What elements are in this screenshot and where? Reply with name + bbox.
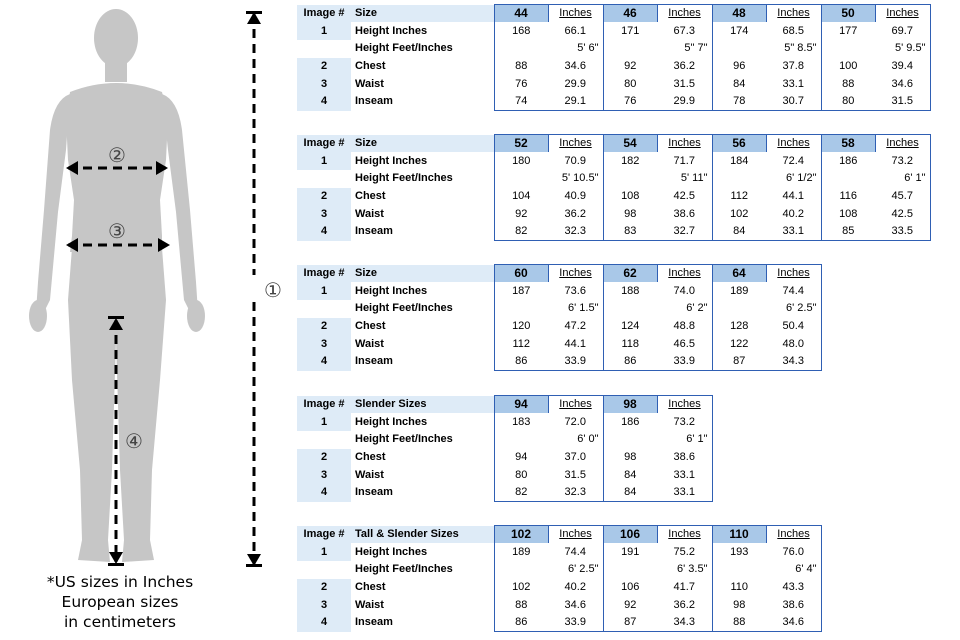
measure-label: Chest <box>355 580 386 593</box>
measure-label: Height Feet/Inches <box>355 172 453 185</box>
blank-cell <box>603 40 657 58</box>
measure-label: Chest <box>355 59 386 72</box>
measure-label: Height Inches <box>355 24 428 37</box>
inch-value: 47.2 <box>548 318 603 336</box>
inch-value: 74.0 <box>657 282 712 300</box>
feet-inches-value: 5' 9.5" <box>875 40 930 58</box>
size-header: 60 <box>494 265 548 283</box>
blank-cell <box>603 170 657 188</box>
image-number: 2 <box>297 58 351 76</box>
table-row <box>297 335 821 353</box>
header-image-number: Image # <box>297 5 351 23</box>
measure-label: Waist <box>355 468 384 481</box>
table-row <box>297 40 930 58</box>
cm-value: 76 <box>603 93 657 111</box>
measure-label: Inseam <box>355 486 393 499</box>
measure-label: Height Inches <box>355 284 428 297</box>
inch-value: 44.1 <box>548 335 603 353</box>
table-row <box>297 300 821 318</box>
inch-value: 32.7 <box>657 223 712 241</box>
feet-inches-value: 6' 1" <box>657 431 712 449</box>
image-number: 3 <box>297 335 351 353</box>
inch-value: 42.5 <box>875 205 930 223</box>
cm-value: 112 <box>494 335 548 353</box>
table-row <box>297 579 821 597</box>
table-row <box>297 93 930 111</box>
inch-value: 34.3 <box>657 614 712 632</box>
inch-value: 48.8 <box>657 318 712 336</box>
inch-value: 30.7 <box>766 93 821 111</box>
cm-value: 106 <box>603 579 657 597</box>
measure-label: Height Inches <box>355 545 428 558</box>
cm-value: 84 <box>712 75 766 93</box>
header-size-label: Tall & Slender Sizes <box>351 526 494 544</box>
table-row <box>297 431 712 449</box>
size-header: 54 <box>603 135 657 153</box>
inch-value: 37.0 <box>548 449 603 467</box>
cm-value: 88 <box>494 58 548 76</box>
image-number <box>297 170 351 188</box>
feet-inches-value: 5" 7" <box>657 40 712 58</box>
inches-header: Inches <box>657 5 712 23</box>
cm-value: 92 <box>603 596 657 614</box>
image-number: 3 <box>297 205 351 223</box>
cm-value: 124 <box>603 318 657 336</box>
inch-value: 72.4 <box>766 152 821 170</box>
image-number: 1 <box>297 282 351 300</box>
feet-inches-value: 6' 1.5" <box>548 300 603 318</box>
cm-value: 84 <box>603 484 657 502</box>
image-number: 2 <box>297 579 351 597</box>
cm-value: 84 <box>603 466 657 484</box>
size-table <box>297 264 822 371</box>
table-row <box>297 449 712 467</box>
table-row <box>297 413 712 431</box>
cm-value: 191 <box>603 543 657 561</box>
cm-value: 86 <box>494 614 548 632</box>
measure-label: Inseam <box>355 616 393 629</box>
image-number: 1 <box>297 22 351 40</box>
inches-header: Inches <box>657 135 712 153</box>
inches-header: Inches <box>548 135 603 153</box>
inch-value: 72.0 <box>548 413 603 431</box>
table-row <box>297 484 712 502</box>
cm-value: 74 <box>494 93 548 111</box>
inch-value: 33.9 <box>548 353 603 371</box>
inch-value: 46.5 <box>657 335 712 353</box>
inches-header: Inches <box>548 526 603 544</box>
cm-value: 122 <box>712 335 766 353</box>
header-size-label: Size <box>351 5 494 23</box>
feet-inches-value: 5' 10.5" <box>548 170 603 188</box>
table-row <box>297 561 821 579</box>
cm-value: 88 <box>821 75 875 93</box>
inch-value: 36.2 <box>657 596 712 614</box>
measure-label: Waist <box>355 598 384 611</box>
size-table <box>297 395 713 502</box>
feet-inches-value: 5' 11" <box>657 170 712 188</box>
cm-value: 82 <box>494 484 548 502</box>
cm-value: 86 <box>494 353 548 371</box>
table-header-row <box>297 396 712 414</box>
size-header: 56 <box>712 135 766 153</box>
measure-label: Waist <box>355 337 384 350</box>
cm-value: 102 <box>494 579 548 597</box>
blank-cell <box>712 300 766 318</box>
cm-value: 87 <box>603 614 657 632</box>
inches-header: Inches <box>875 135 930 153</box>
blank-cell <box>821 40 875 58</box>
feet-inches-value: 6' 2.5" <box>766 300 821 318</box>
table-header-row <box>297 135 930 153</box>
image-number <box>297 431 351 449</box>
cm-value: 186 <box>603 413 657 431</box>
image-number: 1 <box>297 543 351 561</box>
cm-value: 128 <box>712 318 766 336</box>
inch-value: 29.1 <box>548 93 603 111</box>
measure-label: Height Feet/Inches <box>355 563 453 576</box>
cm-value: 85 <box>821 223 875 241</box>
size-header: 50 <box>821 5 875 23</box>
cm-value: 182 <box>603 152 657 170</box>
image-number: 4 <box>297 93 351 111</box>
cm-value: 116 <box>821 188 875 206</box>
note-line-2: European sizes <box>61 593 179 611</box>
note-line-3: in centimeters <box>63 613 177 631</box>
cm-value: 171 <box>603 22 657 40</box>
table-header-row <box>297 526 821 544</box>
image-number: 2 <box>297 449 351 467</box>
measure-label: Waist <box>355 207 384 220</box>
measure-label: Height Feet/Inches <box>355 42 453 55</box>
inch-value: 38.6 <box>657 449 712 467</box>
inch-value: 68.5 <box>766 22 821 40</box>
cm-value: 80 <box>821 93 875 111</box>
image-number: 4 <box>297 223 351 241</box>
cm-value: 94 <box>494 449 548 467</box>
cm-value: 108 <box>821 205 875 223</box>
cm-value: 168 <box>494 22 548 40</box>
inch-value: 38.6 <box>657 205 712 223</box>
image-number: 4 <box>297 353 351 371</box>
cm-value: 102 <box>712 205 766 223</box>
blank-cell <box>712 40 766 58</box>
inches-header: Inches <box>766 135 821 153</box>
cm-value: 87 <box>712 353 766 371</box>
cm-value: 189 <box>494 543 548 561</box>
table-row <box>297 170 930 188</box>
table-row <box>297 353 821 371</box>
image-number: 4 <box>297 614 351 632</box>
inch-value: 34.6 <box>875 75 930 93</box>
feet-inches-value: 6' 1/2" <box>766 170 821 188</box>
cm-value: 188 <box>603 282 657 300</box>
table-row <box>297 614 821 632</box>
image-number: 2 <box>297 318 351 336</box>
cm-value: 180 <box>494 152 548 170</box>
size-header: 62 <box>603 265 657 283</box>
inch-value: 50.4 <box>766 318 821 336</box>
inch-value: 76.0 <box>766 543 821 561</box>
cm-value: 98 <box>603 449 657 467</box>
inch-value: 73.6 <box>548 282 603 300</box>
inches-header: Inches <box>766 5 821 23</box>
inch-value: 44.1 <box>766 188 821 206</box>
table-row <box>297 223 930 241</box>
table-row <box>297 22 930 40</box>
table-row <box>297 188 930 206</box>
inch-value: 48.0 <box>766 335 821 353</box>
header-image-number: Image # <box>297 396 351 414</box>
header-size-label: Slender Sizes <box>351 396 494 414</box>
inch-value: 74.4 <box>766 282 821 300</box>
inch-value: 38.6 <box>766 596 821 614</box>
image-number <box>297 40 351 58</box>
inch-value: 40.2 <box>548 579 603 597</box>
cm-value: 186 <box>821 152 875 170</box>
table-row <box>297 543 821 561</box>
inch-value: 75.2 <box>657 543 712 561</box>
cm-value: 88 <box>494 596 548 614</box>
measure-label: Inseam <box>355 355 393 368</box>
table-row <box>297 205 930 223</box>
table-row <box>297 596 821 614</box>
header-image-number: Image # <box>297 526 351 544</box>
table-header-row <box>297 265 821 283</box>
cm-value: 187 <box>494 282 548 300</box>
inches-header: Inches <box>657 265 712 283</box>
table-row <box>297 152 930 170</box>
inch-value: 33.9 <box>657 353 712 371</box>
note-line-1: *US sizes in Inches <box>46 573 194 591</box>
table-row <box>297 58 930 76</box>
cm-value: 92 <box>603 58 657 76</box>
size-header: 106 <box>603 526 657 544</box>
table-row <box>297 466 712 484</box>
size-header: 58 <box>821 135 875 153</box>
feet-inches-value: 6' 4" <box>766 561 821 579</box>
feet-inches-value: 6' 3.5" <box>657 561 712 579</box>
inch-value: 40.9 <box>548 188 603 206</box>
inch-value: 32.3 <box>548 223 603 241</box>
header-image-number: Image # <box>297 265 351 283</box>
cm-value: 100 <box>821 58 875 76</box>
image-number: 4 <box>297 484 351 502</box>
inch-value: 33.1 <box>657 484 712 502</box>
cm-value: 80 <box>494 466 548 484</box>
feet-inches-value: 6' 2" <box>657 300 712 318</box>
cm-value: 183 <box>494 413 548 431</box>
inch-value: 33.9 <box>548 614 603 632</box>
inch-value: 42.5 <box>657 188 712 206</box>
label-1: ① <box>264 278 282 302</box>
table-row <box>297 318 821 336</box>
image-number: 3 <box>297 75 351 93</box>
inch-value: 34.6 <box>548 58 603 76</box>
inch-value: 74.4 <box>548 543 603 561</box>
inches-header: Inches <box>548 5 603 23</box>
inch-value: 31.5 <box>548 466 603 484</box>
inch-value: 73.2 <box>657 413 712 431</box>
feet-inches-value: 6' 1" <box>875 170 930 188</box>
cm-value: 108 <box>603 188 657 206</box>
cm-value: 80 <box>603 75 657 93</box>
inch-value: 33.5 <box>875 223 930 241</box>
inch-value: 70.9 <box>548 152 603 170</box>
cm-value: 76 <box>494 75 548 93</box>
cm-value: 92 <box>494 205 548 223</box>
blank-cell <box>494 431 548 449</box>
size-header: 48 <box>712 5 766 23</box>
image-number <box>297 561 351 579</box>
cm-value: 177 <box>821 22 875 40</box>
table-header-row <box>297 5 930 23</box>
cm-value: 84 <box>712 223 766 241</box>
cm-value: 83 <box>603 223 657 241</box>
label-2: ② <box>108 143 126 167</box>
measure-label: Height Inches <box>355 415 428 428</box>
size-header: 64 <box>712 265 766 283</box>
cm-value: 118 <box>603 335 657 353</box>
inch-value: 36.2 <box>657 58 712 76</box>
inches-header: Inches <box>548 265 603 283</box>
measure-label: Waist <box>355 77 384 90</box>
size-table <box>297 525 822 632</box>
cm-value: 104 <box>494 188 548 206</box>
inch-value: 67.3 <box>657 22 712 40</box>
inches-header: Inches <box>657 396 712 414</box>
cm-value: 78 <box>712 93 766 111</box>
measure-label: Height Inches <box>355 154 428 167</box>
cm-value: 88 <box>712 614 766 632</box>
cm-value: 98 <box>712 596 766 614</box>
inch-value: 41.7 <box>657 579 712 597</box>
cm-value: 82 <box>494 223 548 241</box>
label-4: ④ <box>125 429 143 453</box>
inch-value: 43.3 <box>766 579 821 597</box>
inch-value: 37.8 <box>766 58 821 76</box>
inch-value: 71.7 <box>657 152 712 170</box>
blank-cell <box>821 170 875 188</box>
feet-inches-value: 6' 0" <box>548 431 603 449</box>
cm-value: 96 <box>712 58 766 76</box>
feet-inches-value: 5" 8.5" <box>766 40 821 58</box>
inches-header: Inches <box>766 526 821 544</box>
inch-value: 45.7 <box>875 188 930 206</box>
cm-value: 110 <box>712 579 766 597</box>
image-number: 1 <box>297 152 351 170</box>
measure-label: Inseam <box>355 225 393 238</box>
inch-value: 73.2 <box>875 152 930 170</box>
inch-value: 36.2 <box>548 205 603 223</box>
size-header: 94 <box>494 396 548 414</box>
feet-inches-value: 6' 2.5" <box>548 561 603 579</box>
inch-value: 31.5 <box>875 93 930 111</box>
image-number: 2 <box>297 188 351 206</box>
inches-header: Inches <box>875 5 930 23</box>
inch-value: 34.3 <box>766 353 821 371</box>
inches-header: Inches <box>657 526 712 544</box>
cm-value: 174 <box>712 22 766 40</box>
measure-label: Chest <box>355 319 386 332</box>
size-header: 52 <box>494 135 548 153</box>
header-size-label: Size <box>351 135 494 153</box>
measure-label: Inseam <box>355 95 393 108</box>
inch-value: 32.3 <box>548 484 603 502</box>
cm-value: 98 <box>603 205 657 223</box>
header-image-number: Image # <box>297 135 351 153</box>
inches-header: Inches <box>766 265 821 283</box>
inch-value: 29.9 <box>657 93 712 111</box>
size-header: 110 <box>712 526 766 544</box>
image-number <box>297 300 351 318</box>
inch-value: 33.1 <box>766 75 821 93</box>
blank-cell <box>603 300 657 318</box>
image-number: 1 <box>297 413 351 431</box>
cm-value: 120 <box>494 318 548 336</box>
blank-cell <box>494 40 548 58</box>
measure-label: Height Feet/Inches <box>355 433 453 446</box>
image-number: 3 <box>297 466 351 484</box>
cm-value: 86 <box>603 353 657 371</box>
blank-cell <box>712 170 766 188</box>
table-row <box>297 75 930 93</box>
cm-value: 112 <box>712 188 766 206</box>
size-header: 44 <box>494 5 548 23</box>
size-header: 46 <box>603 5 657 23</box>
cm-value: 193 <box>712 543 766 561</box>
size-header: 98 <box>603 396 657 414</box>
inch-value: 39.4 <box>875 58 930 76</box>
inches-header: Inches <box>548 396 603 414</box>
inch-value: 29.9 <box>548 75 603 93</box>
blank-cell <box>712 561 766 579</box>
table-row <box>297 282 821 300</box>
measure-label: Chest <box>355 189 386 202</box>
feet-inches-value: 5' 6" <box>548 40 603 58</box>
label-3: ③ <box>108 219 126 243</box>
measure-label: Chest <box>355 450 386 463</box>
inch-value: 31.5 <box>657 75 712 93</box>
inch-value: 69.7 <box>875 22 930 40</box>
image-number: 3 <box>297 596 351 614</box>
inch-value: 66.1 <box>548 22 603 40</box>
inch-value: 34.6 <box>766 614 821 632</box>
measure-label: Height Feet/Inches <box>355 302 453 315</box>
blank-cell <box>494 300 548 318</box>
blank-cell <box>494 170 548 188</box>
inch-value: 40.2 <box>766 205 821 223</box>
cm-value: 184 <box>712 152 766 170</box>
blank-cell <box>494 561 548 579</box>
size-table <box>297 134 931 241</box>
inch-value: 33.1 <box>657 466 712 484</box>
inch-value: 33.1 <box>766 223 821 241</box>
size-header: 102 <box>494 526 548 544</box>
size-table <box>297 4 931 111</box>
blank-cell <box>603 561 657 579</box>
header-size-label: Size <box>351 265 494 283</box>
inch-value: 34.6 <box>548 596 603 614</box>
cm-value: 189 <box>712 282 766 300</box>
blank-cell <box>603 431 657 449</box>
